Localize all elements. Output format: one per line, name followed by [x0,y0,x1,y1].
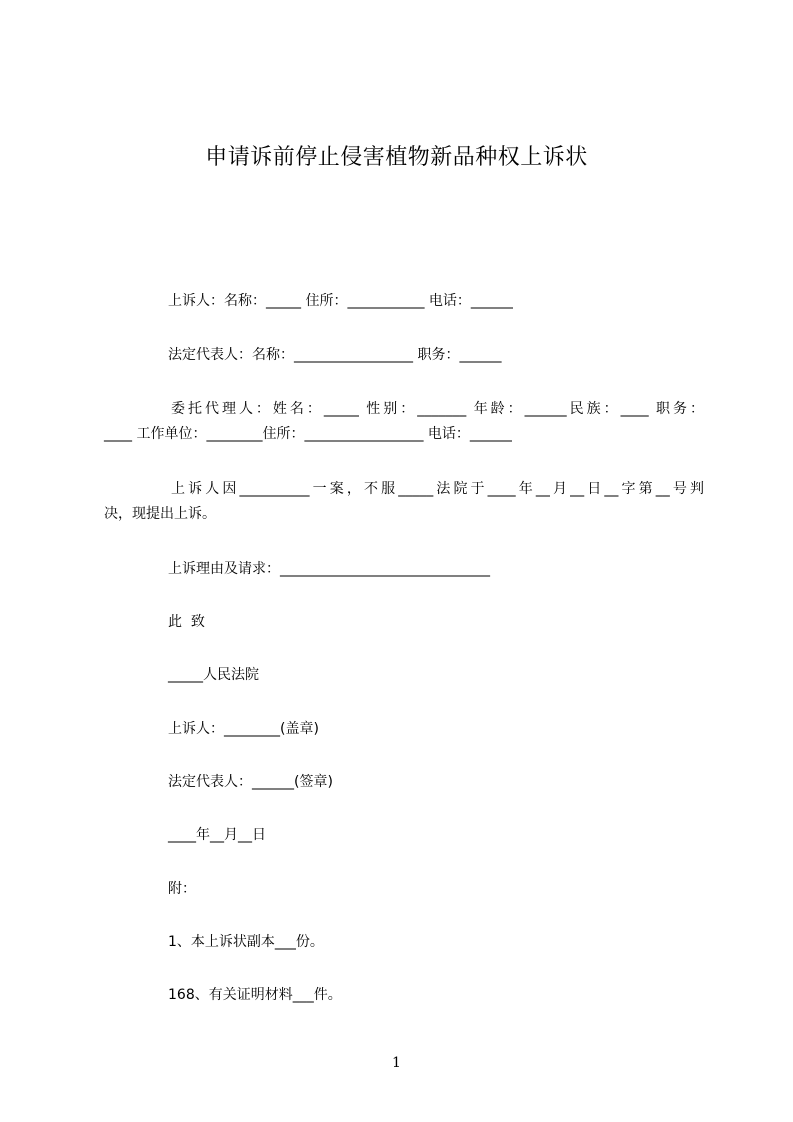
appellant-info: 上诉人：名称：_____ 住所：___________ 电话：______ [168,293,513,309]
case-statement [104,479,704,524]
agent-info-line-1: 委托代理人：姓名：_____ 性别：_______ 年龄：______民族：____ 职务： [171,401,704,417]
case-statement-line-1: 上诉人因__________一案，不服_____法院于____年__月__日__字第__号判 [171,481,704,497]
attachment-item: 168、有关证明材料___件。 [168,987,342,1003]
case-statement-line-2: 决，现提出上诉。 [104,506,216,522]
salutation: 此 致 [168,614,205,630]
agent-info-line-2: ____ 工作单位：________住所：_________________ 电话：______ [104,426,512,442]
legal-rep-signature: 法定代表人：______(签章) [168,774,333,790]
agent-info [104,399,704,444]
court-name: _____人民法院 [168,667,259,683]
legal-representative-info: 法定代表人：名称：_________________ 职务：______ [168,347,502,363]
signing-date: ____年__月__日 [168,827,266,843]
appeal-reasons: 上诉理由及请求：______________________________ [168,561,490,577]
page-number: 1 [392,1055,401,1071]
attachments-label: 附： [168,881,196,897]
appellant-signature: 上诉人：________(盖章) [168,721,319,737]
document-title: 申请诉前停止侵害植物新品种权上诉状 [205,145,588,170]
attachment-item: 1、本上诉状副本___份。 [168,934,324,950]
